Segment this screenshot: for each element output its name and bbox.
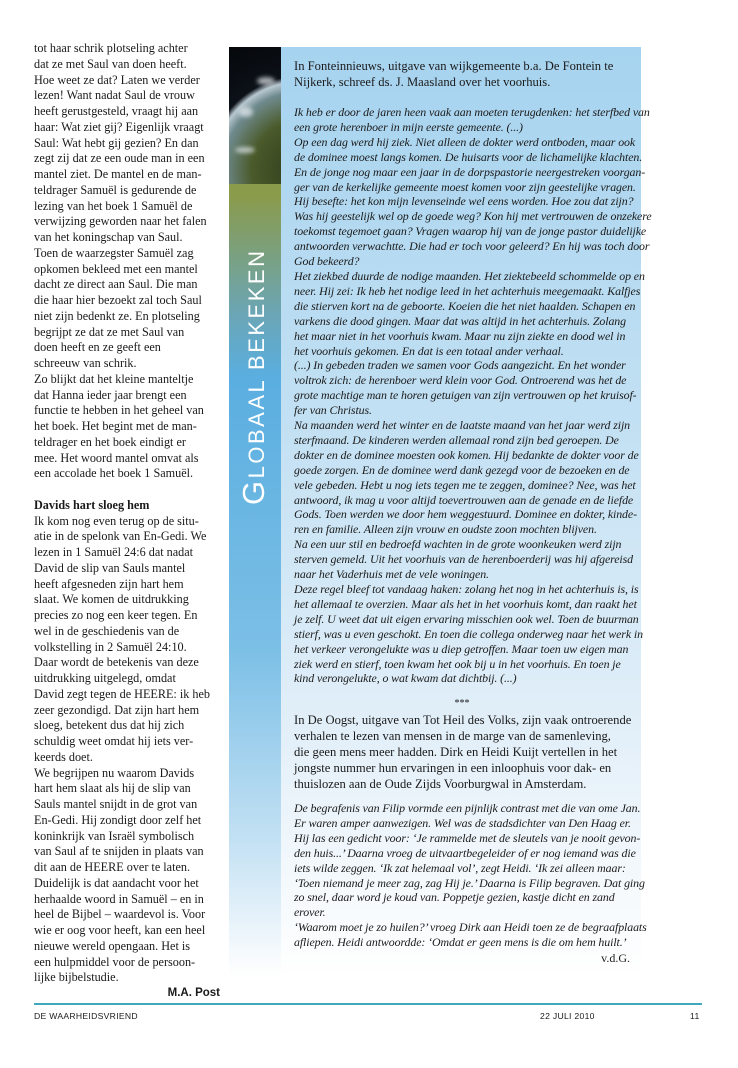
- text-line: vele gebeden. Hebt u nog iets tegen me te zeggen, dominee? Nee, was het: [294, 477, 636, 492]
- footer-date: 22 JULI 2010: [540, 1011, 595, 1021]
- text-line: iets wilde zeggen. ‘Ik zat helemaal vol’, zegt Heidi. ‘Ik zei alleen maar:: [294, 860, 626, 875]
- text-line: Saul: Wat hebt gij gezien? En dan: [34, 135, 199, 150]
- text-line: afliepen. Heidi antwoordde: ‘Omdat er geen mens is die om hem huilt.’: [294, 935, 627, 950]
- text-line: heel de Bijbel – waardevol is. Voor: [34, 907, 206, 922]
- text-line: ger van de kerkelijke gemeente moest komen voor zijn geestelijke vragen.: [294, 179, 636, 194]
- text-line: begrijpt ze dat ze met Saul van: [34, 324, 185, 339]
- text-line: In De Oogst, uitgave van Tot Heil des Volks, zijn vaak ontroerende: [294, 713, 632, 727]
- text-line: In Fonteinnieuws, uitgave van wijkgemeente b.a. De Fontein te: [294, 59, 614, 73]
- text-line: Daar wordt de betekenis van deze: [34, 655, 199, 670]
- text-line: schuldig weet omdat hij iets ver-: [34, 734, 194, 748]
- text-line: En de jonge nog maar een jaar in de dorpspastorie neergestreken voorgan-: [294, 164, 646, 179]
- text-line: koninkrijk van Israël symbolisch: [34, 828, 195, 843]
- text-line: jongste nummer hun ervaringen in een inloophuis voor dak- en: [294, 761, 612, 775]
- text-line: Was hij geestelijk wel op de goede weg? Kon hij met vertrouwen de onzekere: [294, 209, 652, 224]
- article-column: [34, 41, 220, 1002]
- text-line: functie te hebben in het geheel van: [34, 403, 204, 418]
- text-line: dokter en de dominee moesten ook komen. Hij bedankte de dokter voor de: [294, 447, 639, 462]
- text-line: Hij las een gedicht voor: ‘Je rammelde met de sleutels van je nooit gevon-: [294, 830, 641, 845]
- text-line: toekomst tegemoet gaan? Vragen waarop hij van de jonge pastor duidelijke: [294, 224, 647, 239]
- text-line: ziek werd en stierf, toen kwam het ook bij u in het voorhuis. En toen je: [294, 656, 621, 671]
- text-line: niet zijn bedenkt ze. En plotseling: [34, 308, 200, 323]
- text-line: die geen mens meer hadden. Dirk en Heidi Kuijt vertellen in het: [294, 745, 618, 759]
- text-line: opkomen bekleed met een mantel: [34, 261, 198, 276]
- text-line: lijke bijbelstudie.: [34, 970, 119, 985]
- text-line: teldrager Samuël is gedurende de: [34, 182, 197, 197]
- text-line: slaat. We komen de uitdrukking: [34, 592, 189, 607]
- intro-fonteinnieuws: [294, 58, 630, 90]
- quote-signature: v.d.G.: [601, 951, 630, 965]
- text-line: antwoord, ik mag u voor altijd toevertrouwen aan de genade en de liefde: [294, 492, 634, 507]
- text-line: een accolade het boek 1 Samuël.: [34, 466, 194, 481]
- text-line: van het koningschap van Saul.: [34, 230, 183, 244]
- text-line: haar: Wat ziet gij? Eigenlijk vraagt: [34, 119, 204, 134]
- text-line: een hulpmiddel voor de persoon-: [34, 954, 196, 969]
- text-line: heeft afgesneden zijn hart hem: [34, 576, 184, 591]
- text-line: God bekeerd?: [294, 254, 360, 269]
- text-line: We begrijpen nu waarom Davids: [34, 765, 195, 780]
- text-line: Sauls mantel snijdt in de grot van: [34, 797, 198, 811]
- earth-image: [229, 47, 281, 184]
- section-title-rest: LOBAAL BEKEKEN: [244, 248, 269, 479]
- text-line: doen heeft en ze geeft een: [34, 340, 161, 355]
- text-line: lezen! Want nadat Saul de vrouw: [34, 88, 195, 103]
- footer-page-number: 11: [690, 1011, 700, 1021]
- text-line: ren en familie. Alleen zijn vrouw en oudste zoon mochten blijven.: [294, 522, 597, 537]
- text-line: het verkeer verongelukte was u diep getroffen. Maar toen uw eigen man: [294, 641, 629, 656]
- text-line: atie in de spelonk van En-Gedi. We: [34, 529, 207, 544]
- quote-voorhuis: [294, 105, 652, 686]
- section-separator: ***: [454, 698, 470, 709]
- text-line: den huis...’ Daarna vroeg de uitvaartbegeleider of er nog iemand was die: [294, 845, 636, 860]
- text-line: dat Hanna ieder jaar brengt een: [34, 387, 187, 402]
- text-line: antwoorden verwachtte. Die had er toch voor geleerd? En hij was toch door: [294, 239, 650, 254]
- text-line: kind verongelukte, o wat kwam dat dichtbij. (...): [294, 671, 517, 686]
- text-line: dacht ze direct aan Saul. Die man: [34, 277, 198, 292]
- article-paragraph: [34, 41, 220, 482]
- text-line: Nijkerk, schreef ds. J. Maasland over het voorhuis.: [294, 75, 551, 89]
- text-line: hart hem slaat als hij de slip van: [34, 781, 191, 796]
- text-line: mantel ziet. De mantel en de man-: [34, 167, 202, 181]
- text-line: mee. Het woord mantel omvat als: [34, 450, 199, 465]
- text-line: tot haar schrik plotseling achter: [34, 41, 188, 55]
- text-line: Op een dag werd hij ziek. Niet alleen de dokter werd ontboden, maar ook: [294, 134, 636, 149]
- text-line: David de slip van Sauls mantel: [34, 560, 186, 575]
- intro-de-oogst: [294, 712, 630, 792]
- text-line: En-Gedi. Hij zondigt door zelf het: [34, 812, 202, 827]
- text-line: een grote herenboer in mijn eerste gemeente. (...): [294, 119, 523, 134]
- text-line: verhalen te lezen van mensen in de marge van de samenleving,: [294, 729, 611, 743]
- text-line: teldrager en het boek eindigt er: [34, 434, 186, 449]
- section-title: [236, 249, 272, 505]
- article-subheading: Davids hart sloeg hem: [34, 497, 150, 512]
- text-line: die haar hier bezoekt zal toch Saul: [34, 293, 202, 307]
- text-line: schreeuw van schrik.: [34, 356, 137, 370]
- text-line: Er waren amper aanwezigen. Wel was de stadsdichter van Den Haag er.: [294, 815, 631, 830]
- text-line: grote machtige man te horen getuigen van zijn vertrouwen op het kruisof-: [294, 388, 637, 403]
- text-line: Het ziekbed duurde de nodige maanden. Het ziektebeeld schommelde op en: [294, 268, 645, 283]
- quote-begrafenis: [294, 801, 647, 950]
- text-line: sloeg, betekent dus dat hij zich: [34, 718, 185, 733]
- text-line: precies zo nog een keer tegen. En: [34, 608, 198, 622]
- text-line: herhaalde woord in Samuël – en in: [34, 891, 204, 906]
- text-line: het voorhuis gekomen. En dat is een totaal ander verhaal.: [294, 343, 564, 358]
- text-line: sterfmaand. De kinderen werden allemaal rond zijn bed geroepen. De: [294, 432, 619, 447]
- text-line: de dominee moest langs komen. De huisarts voor de lichamelijke klachten.: [294, 149, 643, 164]
- text-line: zegt zij dat ze een oude man in een: [34, 151, 205, 166]
- text-line: zeer gezondigd. Dat zijn hart hem: [34, 702, 200, 717]
- text-line: Gods. Toen werden we door hem weggestuurd. Dominee en dokter, kinde-: [294, 507, 637, 522]
- text-line: fer van Christus.: [294, 403, 372, 418]
- footer-publication: DE WAARHEIDSVRIEND: [34, 1011, 138, 1021]
- text-line: stierf, was u even geschokt. En toen die collega onderweg naar het werk in: [294, 626, 643, 641]
- footer-rule: [34, 1003, 702, 1005]
- text-line: wie er oog voor heeft, kan een heel: [34, 923, 206, 937]
- text-line: Duidelijk is dat aandacht voor het: [34, 875, 199, 890]
- text-line: Hij besefte: het kon mijn levenseinde wel eens worden. Hoe zou dat zijn?: [294, 194, 634, 209]
- text-line: Deze regel bleef tot vandaag haken: zolang het nog in het achterhuis is, is: [294, 582, 639, 596]
- text-line: dit aan de HEERE over te laten.: [34, 860, 191, 874]
- text-line: Zo blijkt dat het kleine manteltje: [34, 371, 194, 386]
- text-line: het maar niet in het voorhuis kwam. Maar nu zijn ziekte en dood wel in: [294, 328, 626, 343]
- text-line: thuislozen aan de Oude Zijds Voorburgwal in Amsterdam.: [294, 777, 587, 791]
- text-line: het allemaal te overzien. Maar als het in het voorhuis komt, dan raakt het: [294, 596, 637, 611]
- text-line: (...) In gebeden traden we samen voor Gods aangezicht. En het wonder: [294, 358, 626, 373]
- text-line: lezing van het boek 1 Samuël de: [34, 198, 193, 213]
- text-line: het boek. Het begint met de man-: [34, 419, 197, 433]
- text-line: keerds doet.: [34, 749, 93, 764]
- text-line: Na maanden werd het winter en de laatste maand van het jaar werd zijn: [294, 418, 631, 433]
- text-line: zo snel, daar word je koud van. Poppetje gezien, kastje dicht en zand: [294, 890, 615, 905]
- text-line: neer. Hij zei: Ik heb het nodige leed in het achterhuis meegemaakt. Kalfjes: [294, 283, 641, 298]
- text-line: heeft gerustgesteld, vraagt hij aan: [34, 104, 199, 118]
- section-title-initial: G: [236, 478, 271, 505]
- text-line: varkens die dood gingen. Maar dat was altijd in het achterhuis. Zolang: [294, 313, 626, 328]
- text-line: Ik heb er door de jaren heen vaak aan moeten terugdenken: het sterfbed van: [294, 105, 650, 119]
- text-line: nieuwe wereld opengaan. Het is: [34, 938, 191, 953]
- text-line: je zelf. U weet dat uit eigen ervaring misschien ook wel. Toen de buurman: [294, 611, 639, 626]
- text-line: Hoe weet ze dat? Laten we verder: [34, 72, 200, 87]
- text-line: Ik kom nog even terug op de situ-: [34, 513, 199, 528]
- text-line: verwijzing geworden naar het falen: [34, 214, 207, 229]
- text-line: dat ze met Saul van doen heeft.: [34, 56, 187, 71]
- text-line: David zegt tegen de HEERE: ik heb: [34, 686, 210, 701]
- text-line: Na een uur stil en bedroefd wachten in de grote woonkeuken werd zijn: [294, 537, 622, 552]
- text-line: uitdrukking uitgelegd, omdat: [34, 671, 176, 685]
- text-line: ‘Waarom moet je zo huilen?’ vroeg Dirk aan Heidi toen ze de begraafplaats: [294, 920, 647, 935]
- text-line: voltrok zich: de herenboer werd klein voor God. Ontroerend was het de: [294, 373, 627, 388]
- text-line: goede zorgen. En de dominee werd dank gezegd voor de bezoeken en de: [294, 462, 630, 477]
- text-line: die stierven kort na de geboorte. Koeien die het niet haalden. Schapen en: [294, 298, 636, 313]
- text-line: erover.: [294, 905, 326, 920]
- text-line: De begrafenis van Filip vormde een pijnlijk contrast met die van ome Jan.: [294, 801, 641, 815]
- text-line: wel in de geschiedenis van de: [34, 623, 180, 638]
- text-line: sterven gemeld. Uit het voorhuis van de herenboerderij was hij afgereisd: [294, 552, 633, 567]
- text-line: ‘Toen niemand je meer zag, zag Hij je.’ Daarna is Filip begraven. Dat ging: [294, 875, 645, 890]
- article-author: M.A. Post: [167, 987, 220, 999]
- text-line: volkstelling in 2 Samuël 24:10.: [34, 639, 187, 654]
- text-line: lezen in 1 Samuël 24:6 dat nadat: [34, 545, 194, 559]
- article-paragraph: [34, 514, 220, 987]
- text-line: naar het Vaderhuis met de vele woningen.: [294, 567, 489, 582]
- text-line: van Saul af te snijden in plaats van: [34, 844, 204, 859]
- text-line: Toen de waarzegster Samuël zag: [34, 245, 194, 260]
- sidebar-title-strip: [229, 47, 281, 977]
